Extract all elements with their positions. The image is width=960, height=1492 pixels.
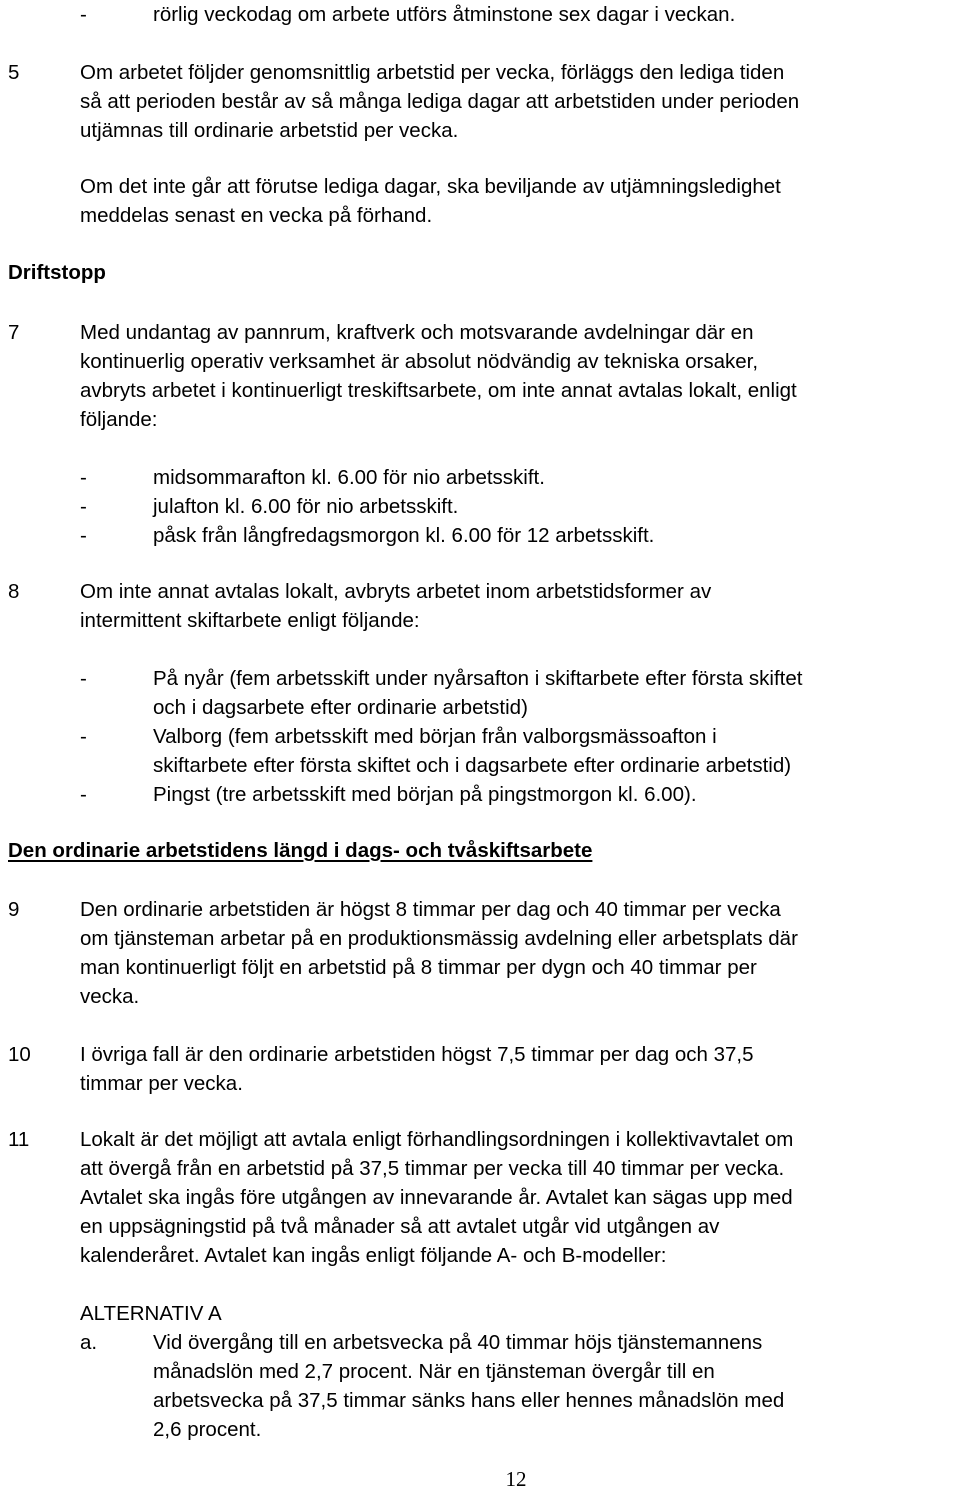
top-bullet-text: rörlig veckodag om arbete utförs åtminstone sex dagar i veckan. <box>153 3 736 26</box>
section-9-line: vecka. <box>80 985 140 1008</box>
alternative-a-label: ALTERNATIV A <box>80 1302 222 1325</box>
section-11-line: Lokalt är det möjligt att avtala enligt förhandlingsordningen i kollektivavtalet om <box>80 1128 794 1151</box>
section-7-bullet-text: påsk från långfredagsmorgon kl. 6.00 för 12 arbetsskift. <box>153 524 655 547</box>
section-11-number: 11 <box>8 1128 30 1151</box>
top-bullet-dash: - <box>80 3 87 26</box>
section-11-line: kalenderåret. Avtalet kan ingås enligt följande A- och B-modeller: <box>80 1244 667 1267</box>
section-5-line: Om arbetet följder genomsnittlig arbetstid per vecka, förläggs den lediga tiden <box>80 61 785 84</box>
section-9-line: man kontinuerligt följt en arbetstid på 8 timmar per dygn och 40 timmar per <box>80 956 757 979</box>
item-a-line: månadslön med 2,7 procent. När en tjänsteman övergår till en <box>153 1360 715 1383</box>
item-a-line: arbetsvecka på 37,5 timmar sänks hans eller hennes månadslön med <box>153 1389 785 1412</box>
item-a-marker: a. <box>80 1331 98 1354</box>
section-5-note-line: meddelas senast en vecka på förhand. <box>80 204 433 227</box>
section-7-bullet-dash: - <box>80 495 87 518</box>
section-7-line: kontinuerlig operativ verksamhet är absolut nödvändig av tekniska orsaker, <box>80 350 759 373</box>
section-7-bullet-dash: - <box>80 524 87 547</box>
section-8-number: 8 <box>8 580 20 603</box>
section-11-line: Avtalet ska ingås före utgången av innevarande år. Avtalet kan sägas upp med <box>80 1186 793 1209</box>
section-10-line: I övriga fall är den ordinarie arbetstiden högst 7,5 timmar per dag och 37,5 <box>80 1043 754 1066</box>
section-7-line: Med undantag av pannrum, kraftverk och motsvarande avdelningar där en <box>80 321 754 344</box>
section-9-number: 9 <box>8 898 20 921</box>
section-7-bullet-text: midsommarafton kl. 6.00 för nio arbetsskift. <box>153 466 545 489</box>
section-8-bullet-line: och i dagsarbete efter ordinarie arbetstid) <box>153 696 528 719</box>
section-5-number: 5 <box>8 61 20 84</box>
section-8-bullet-dash: - <box>80 725 87 748</box>
section-7-bullet-dash: - <box>80 466 87 489</box>
section-11-line: en uppsägningstid på två månader så att avtalet utgår vid utgången av <box>80 1215 720 1238</box>
item-a-line: Vid övergång till en arbetsvecka på 40 timmar höjs tjänstemannens <box>153 1331 763 1354</box>
section-8-line: intermittent skiftarbete enligt följande: <box>80 609 420 632</box>
section-10-number: 10 <box>8 1043 31 1066</box>
section-5-line: så att perioden består av så många lediga dagar att arbetstiden under perioden <box>80 90 800 113</box>
section-10-line: timmar per vecka. <box>80 1072 243 1095</box>
section-8-bullet-line: På nyår (fem arbetsskift under nyårsafton i skiftarbete efter första skiftet <box>153 667 803 690</box>
section-5-line: utjämnas till ordinarie arbetstid per vecka. <box>80 119 459 142</box>
section-8-bullet-dash: - <box>80 667 87 690</box>
item-a-line: 2,6 procent. <box>153 1418 262 1441</box>
ordinarie-arbetstid-heading: Den ordinarie arbetstidens längd i dags- och tvåskiftsarbete <box>8 839 593 862</box>
section-8-bullet-line: skiftarbete efter första skiftet och i dagsarbete efter ordinarie arbetstid) <box>153 754 792 777</box>
section-9-line: Den ordinarie arbetstiden är högst 8 timmar per dag och 40 timmar per vecka <box>80 898 781 921</box>
page-number: 12 <box>505 1467 527 1491</box>
section-7-line: avbryts arbetet i kontinuerligt treskiftsarbete, om inte annat avtalas lokalt, enligt <box>80 379 797 402</box>
section-7-bullet-text: julafton kl. 6.00 för nio arbetsskift. <box>153 495 459 518</box>
section-8-bullet-line: Pingst (tre arbetsskift med början på pingstmorgon kl. 6.00). <box>153 783 697 806</box>
section-7-line: följande: <box>80 408 158 431</box>
section-9-line: om tjänsteman arbetar på en produktionsmässig avdelning eller arbetsplats där <box>80 927 798 950</box>
section-8-line: Om inte annat avtalas lokalt, avbryts arbetet inom arbetstidsformer av <box>80 580 712 603</box>
section-8-bullet-line: Valborg (fem arbetsskift med början från valborgsmässoafton i <box>153 725 717 748</box>
section-7-number: 7 <box>8 321 20 344</box>
driftstopp-heading: Driftstopp <box>8 261 106 284</box>
section-11-line: att övergå från en arbetstid på 37,5 timmar per vecka till 40 timmar per vecka. <box>80 1157 785 1180</box>
section-8-bullet-dash: - <box>80 783 87 806</box>
section-5-note-line: Om det inte går att förutse lediga dagar, ska beviljande av utjämningsledighet <box>80 175 781 198</box>
